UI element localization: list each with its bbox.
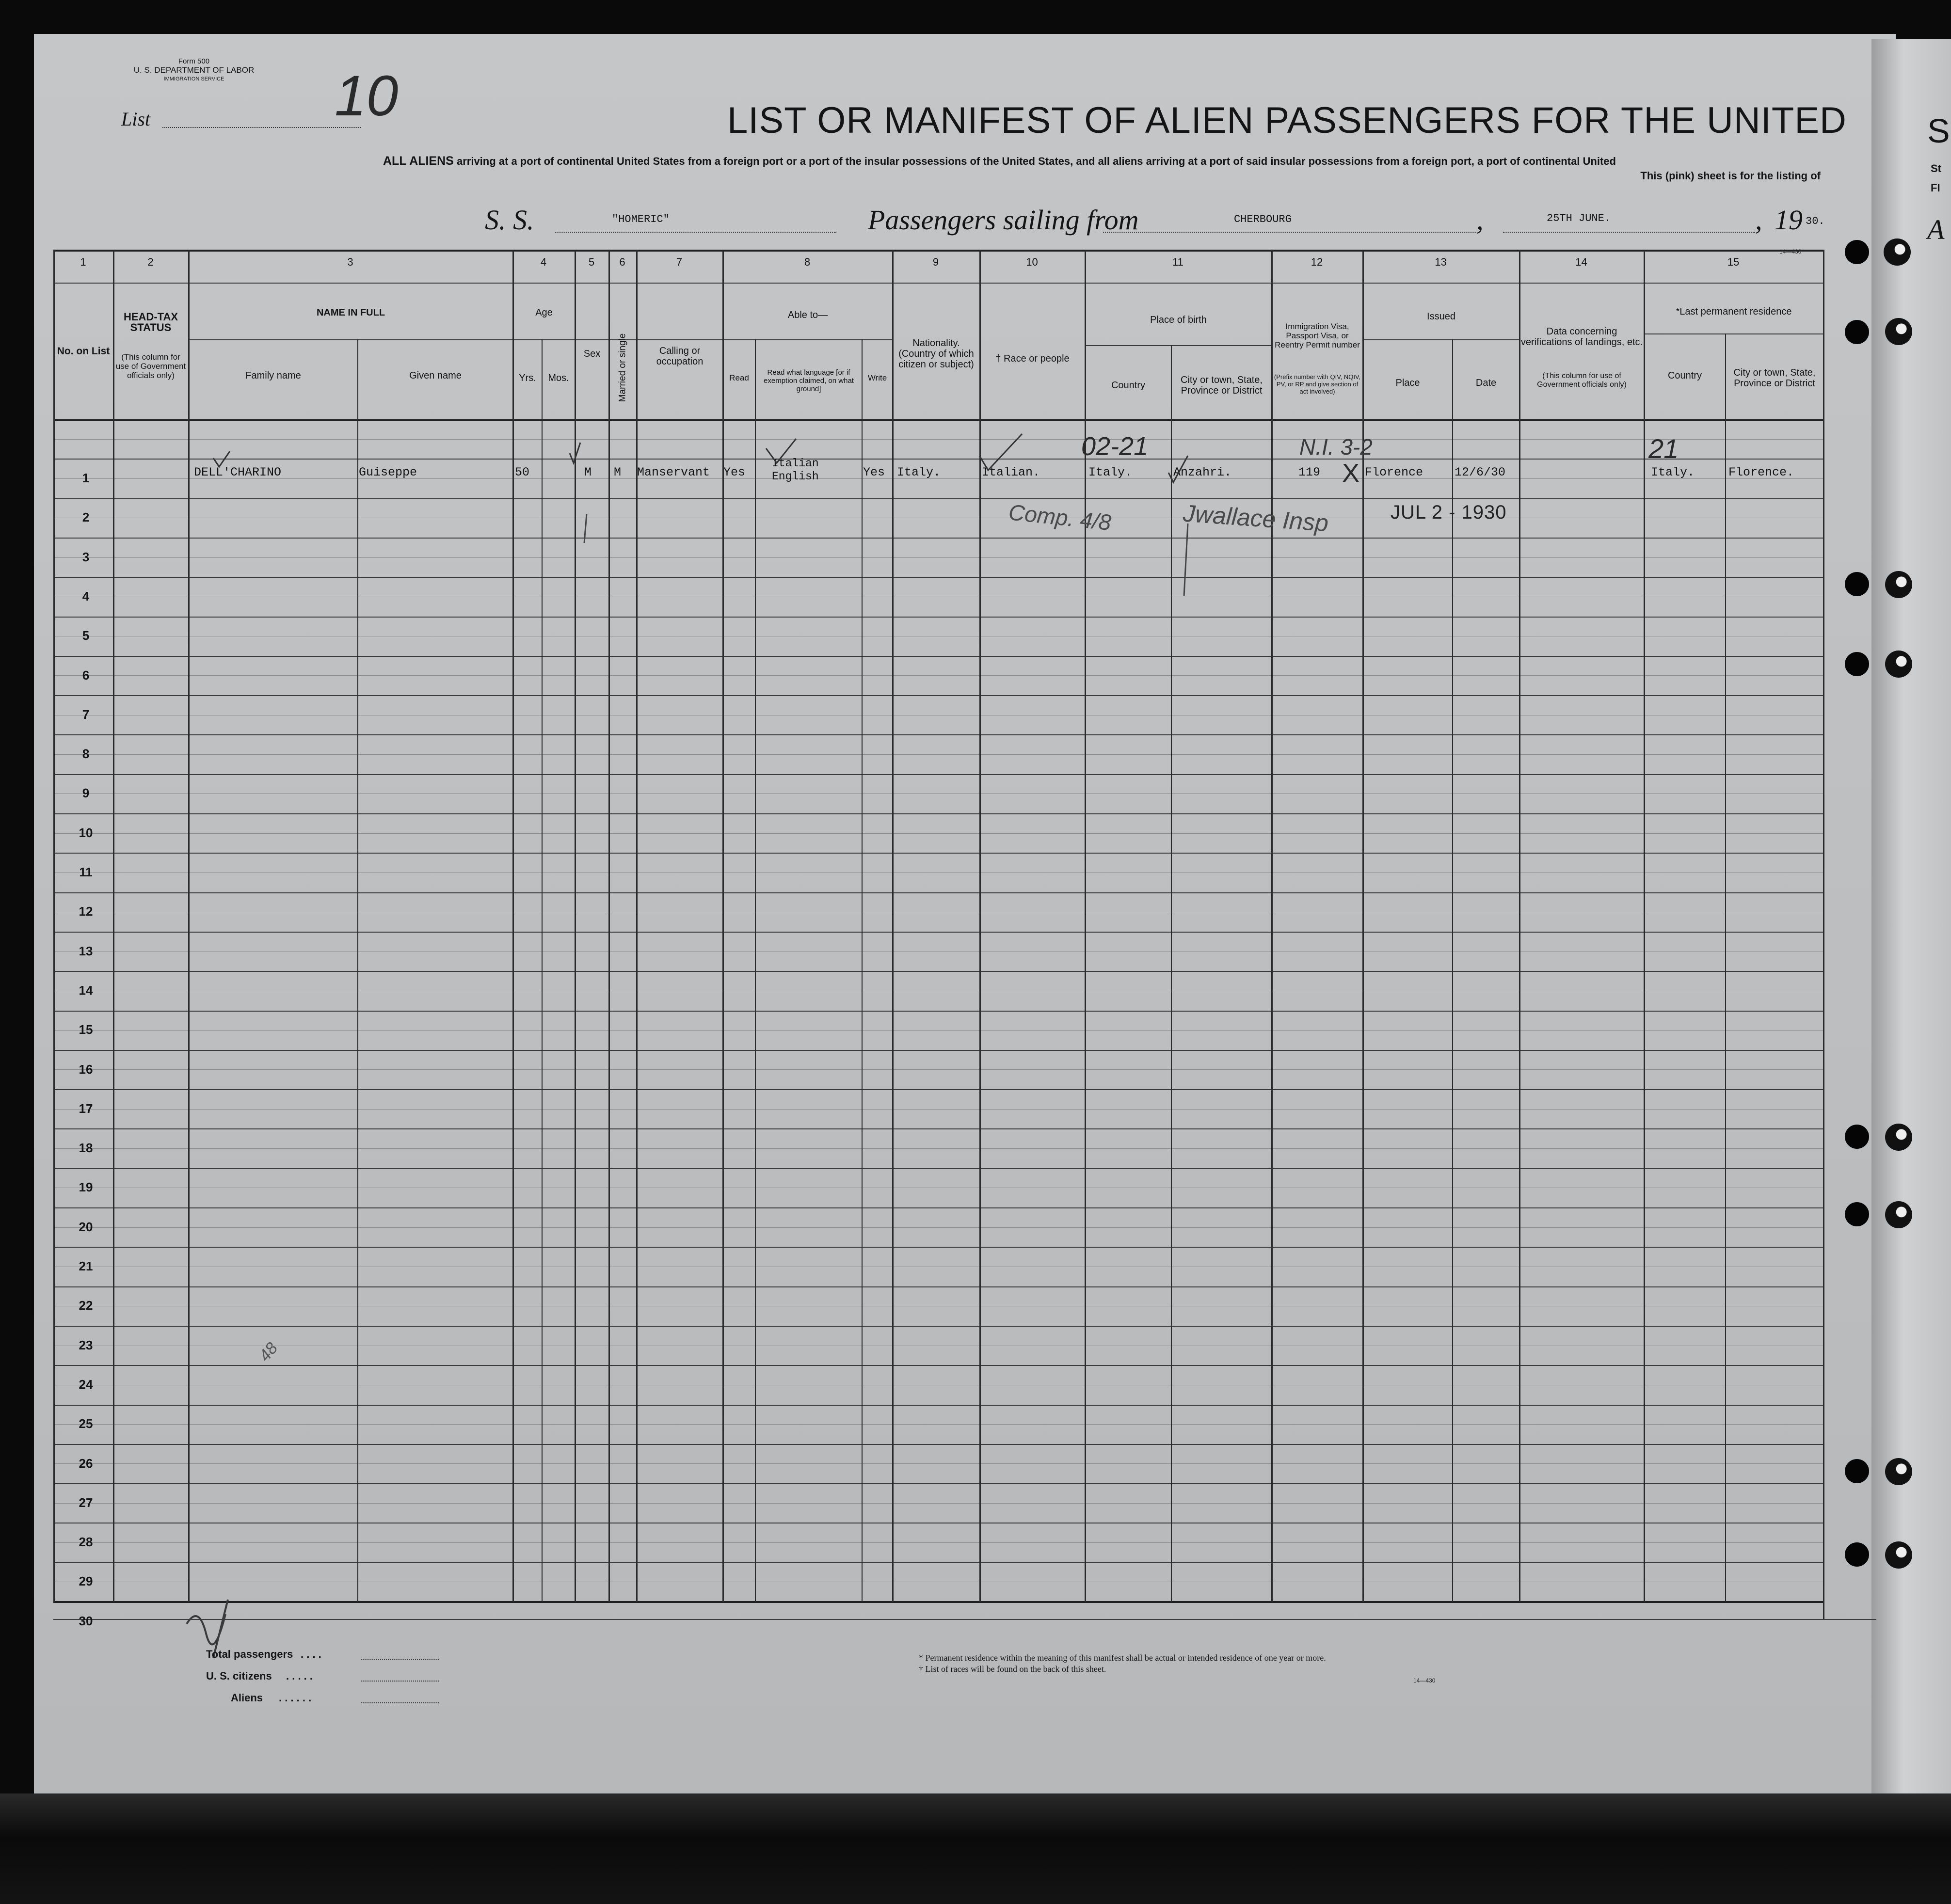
header-age-yrs: Yrs. bbox=[519, 373, 536, 383]
row-number: 19 bbox=[79, 1180, 93, 1195]
header-res-city: City or town, State, Province or District bbox=[1733, 367, 1816, 389]
header-place-of-birth: Place of birth bbox=[1150, 315, 1207, 325]
header-data-concerning: Data concerning verifications of landings, etc. bbox=[1520, 326, 1643, 348]
header-family-name: Family name bbox=[245, 370, 301, 381]
header-no-on-list: No. on List bbox=[57, 346, 110, 357]
header-birth-country: Country bbox=[1111, 380, 1146, 391]
passenger-occupation: Manservant bbox=[637, 465, 710, 479]
birth-mark: 02-21 bbox=[1081, 432, 1149, 461]
row-number: 28 bbox=[79, 1535, 93, 1550]
row-number: 3 bbox=[82, 549, 90, 564]
form-department: U. S. DEPARTMENT OF LABOR bbox=[133, 65, 255, 75]
row-number: 26 bbox=[79, 1456, 93, 1471]
header-able-to: Able to— bbox=[787, 310, 828, 320]
year-prefix: 19 bbox=[1775, 204, 1803, 236]
header-read-language: Read what language [or if exemption claimed, on what ground] bbox=[764, 368, 854, 393]
header-issued-date: Date bbox=[1475, 378, 1497, 388]
footnote-races: † List of races will be found on the back of this sheet. bbox=[919, 1664, 1106, 1674]
header-sex: Sex bbox=[583, 349, 601, 359]
column-number-8: 8 bbox=[804, 256, 811, 268]
page-title: LIST OR MANIFEST OF ALIEN PASSENGERS FOR THE UNITED bbox=[727, 100, 1847, 141]
ship-name: "HOMERIC" bbox=[612, 213, 670, 225]
column-number-11: 11 bbox=[1172, 256, 1183, 268]
row-number: 5 bbox=[82, 628, 90, 643]
form-code: 14—430 bbox=[1413, 1677, 1436, 1684]
right-page-letter: S bbox=[1927, 112, 1950, 150]
passenger-issued-place: Florence bbox=[1365, 465, 1423, 479]
header-issued-place: Place bbox=[1395, 378, 1420, 388]
footnote-residence: * Permanent residence within the meaning of this manifest shall be actual or intended residence of one year or more. bbox=[919, 1653, 1326, 1663]
passenger-visa-number: 119 bbox=[1298, 465, 1321, 479]
footer-citizens-label: U. S. citizens bbox=[206, 1670, 272, 1682]
footer-dots: . . . . . . bbox=[279, 1692, 312, 1704]
passenger-married: M bbox=[614, 465, 622, 479]
right-page-fragment-1: St bbox=[1931, 162, 1941, 175]
column-number-6: 6 bbox=[619, 256, 625, 268]
header-given-name: Given name bbox=[409, 370, 462, 381]
passenger-race: Italian. bbox=[982, 465, 1040, 479]
header-last-residence: *Last permanent residence bbox=[1676, 306, 1792, 317]
right-page-fragment-2: FI bbox=[1931, 182, 1940, 194]
header-data-note: (This column for use of Government officials only) bbox=[1537, 372, 1627, 389]
row-number: 8 bbox=[82, 746, 90, 762]
header-visa-note: (Prefix number with QIV, NQIV, PV, or RP and give section of act involved) bbox=[1274, 373, 1361, 395]
passenger-issued-date: 12/6/30 bbox=[1455, 465, 1506, 479]
year-suffix: 30. bbox=[1806, 215, 1825, 227]
passenger-family-name: DELL'CHARINO bbox=[194, 465, 282, 479]
comma: , bbox=[1755, 204, 1762, 236]
column-number-4: 4 bbox=[540, 256, 547, 268]
header-age-mos: Mos. bbox=[548, 373, 569, 383]
column-number-2: 2 bbox=[147, 256, 154, 268]
passenger-res-country: Italy. bbox=[1651, 465, 1695, 479]
passenger-read: Yes bbox=[723, 465, 746, 479]
row-number: 17 bbox=[79, 1101, 93, 1116]
passenger-given-name: Guiseppe bbox=[359, 465, 417, 479]
header-nationality: Nationality. (Country of which citizen or subject) bbox=[898, 338, 974, 370]
header-calling: Calling or occupation bbox=[656, 346, 704, 367]
row-number: 13 bbox=[79, 943, 93, 958]
margin-mark: 48 bbox=[255, 1339, 282, 1365]
sailing-date: 25TH JUNE. bbox=[1547, 212, 1611, 224]
column-number-10: 10 bbox=[1026, 256, 1038, 268]
header-birth-city: City or town, State, Province or District bbox=[1181, 375, 1263, 396]
footer-aliens-label: Aliens bbox=[231, 1692, 263, 1704]
row-number: 1 bbox=[82, 471, 90, 485]
sailing-from-label: Passengers sailing from bbox=[868, 204, 1139, 236]
footer-dots: . . . . . bbox=[286, 1670, 313, 1682]
form-service: IMMIGRATION SERVICE bbox=[163, 76, 224, 82]
column-number-1: 1 bbox=[80, 256, 86, 268]
header-issued: Issued bbox=[1427, 311, 1455, 322]
row-number: 23 bbox=[79, 1337, 93, 1352]
column-number-14: 14 bbox=[1575, 256, 1587, 268]
row-number: 22 bbox=[79, 1298, 93, 1313]
passenger-birth-country: Italy. bbox=[1088, 465, 1133, 479]
row-number: 21 bbox=[79, 1259, 93, 1273]
row-number: 16 bbox=[79, 1062, 93, 1077]
row-number: 20 bbox=[79, 1219, 93, 1234]
row-number: 10 bbox=[79, 825, 93, 840]
row-number: 4 bbox=[82, 588, 90, 603]
ss-label: S. S. bbox=[485, 204, 534, 236]
row-number: 15 bbox=[79, 1022, 93, 1037]
passenger-birth-city: Anzahri. bbox=[1173, 465, 1232, 479]
row-number: 24 bbox=[79, 1377, 93, 1392]
list-label: List bbox=[121, 108, 151, 130]
header-age: Age bbox=[535, 307, 553, 318]
row-number: 9 bbox=[82, 786, 90, 801]
scan-background-edge bbox=[0, 1793, 1951, 1904]
residence-mark: 21 bbox=[1648, 433, 1679, 464]
passenger-language-1: Italian bbox=[772, 457, 819, 470]
column-number-7: 7 bbox=[676, 256, 683, 268]
header-name-in-full: NAME IN FULL bbox=[316, 307, 385, 318]
list-number: 10 bbox=[335, 64, 399, 128]
header-write: Write bbox=[867, 373, 887, 382]
row-number: 6 bbox=[82, 667, 90, 682]
footer-citizens-line bbox=[361, 1681, 439, 1682]
passenger-write: Yes bbox=[863, 465, 885, 479]
visa-mark: N.I. 3-2 bbox=[1299, 434, 1373, 460]
row-number: 30 bbox=[79, 1613, 93, 1628]
row-number: 14 bbox=[79, 983, 93, 998]
row-number: 12 bbox=[79, 904, 93, 919]
row-number: 7 bbox=[82, 707, 90, 722]
row-number: 25 bbox=[79, 1416, 93, 1431]
header-married-single: Married or single bbox=[617, 333, 627, 402]
passenger-language-2: English bbox=[772, 470, 819, 483]
passenger-res-city: Florence. bbox=[1728, 465, 1794, 479]
passenger-age-yrs: 50 bbox=[515, 465, 530, 479]
column-number-13: 13 bbox=[1435, 256, 1447, 268]
row-number: 27 bbox=[79, 1495, 93, 1510]
x-mark: X bbox=[1342, 459, 1360, 488]
form-number: Form 500 bbox=[178, 57, 210, 65]
row-number: 29 bbox=[79, 1574, 93, 1589]
header-read: Read bbox=[729, 373, 749, 382]
header-race: † Race or people bbox=[995, 353, 1070, 364]
footer-aliens-line bbox=[361, 1702, 439, 1703]
subtitle-bold: ALL ALIENS bbox=[383, 154, 454, 168]
column-number-3: 3 bbox=[347, 256, 353, 268]
row-number: 11 bbox=[79, 865, 93, 879]
header-visa: Immigration Visa, Passport Visa, or Reentry Permit number bbox=[1275, 322, 1360, 349]
column-number-12: 12 bbox=[1311, 256, 1323, 268]
subtitle-text: arriving at a port of continental United States from a foreign port or a port of the insular possessions of the United States, and all aliens arriving at a port of said insular possessions from a foreign port, a port of continental United bbox=[456, 155, 1616, 167]
header-head-tax-note: (This column for use of Government officials only) bbox=[115, 352, 186, 380]
footer-total-line bbox=[361, 1659, 439, 1660]
header-res-country: Country bbox=[1667, 370, 1702, 381]
row2-note-comp: Comp. 4/8 bbox=[1007, 499, 1113, 535]
passenger-nationality: Italy. bbox=[897, 465, 941, 479]
inspection-date-stamp: JUL 2 - 1930 bbox=[1391, 502, 1507, 523]
subtitle-line-2: This (pink) sheet is for the listing of bbox=[1640, 170, 1821, 182]
passenger-sex: M bbox=[584, 465, 592, 479]
row-number: 18 bbox=[79, 1141, 93, 1156]
row2-note-inspector: Jwallace Insp bbox=[1182, 499, 1329, 537]
form-code-top: 14—430 bbox=[1779, 248, 1802, 255]
footer-total-label: Total passengers bbox=[206, 1648, 293, 1660]
header-head-tax: HEAD-TAX STATUS bbox=[123, 311, 178, 333]
column-number-15: 15 bbox=[1727, 256, 1740, 268]
column-number-9: 9 bbox=[932, 256, 939, 268]
row-number: 2 bbox=[82, 510, 90, 525]
right-page-fragment-3: A bbox=[1927, 214, 1945, 245]
sailing-port: CHERBOURG bbox=[1234, 213, 1292, 225]
column-number-5: 5 bbox=[588, 256, 595, 268]
comma: , bbox=[1476, 204, 1484, 236]
footer-dots: . . . . bbox=[301, 1648, 321, 1660]
